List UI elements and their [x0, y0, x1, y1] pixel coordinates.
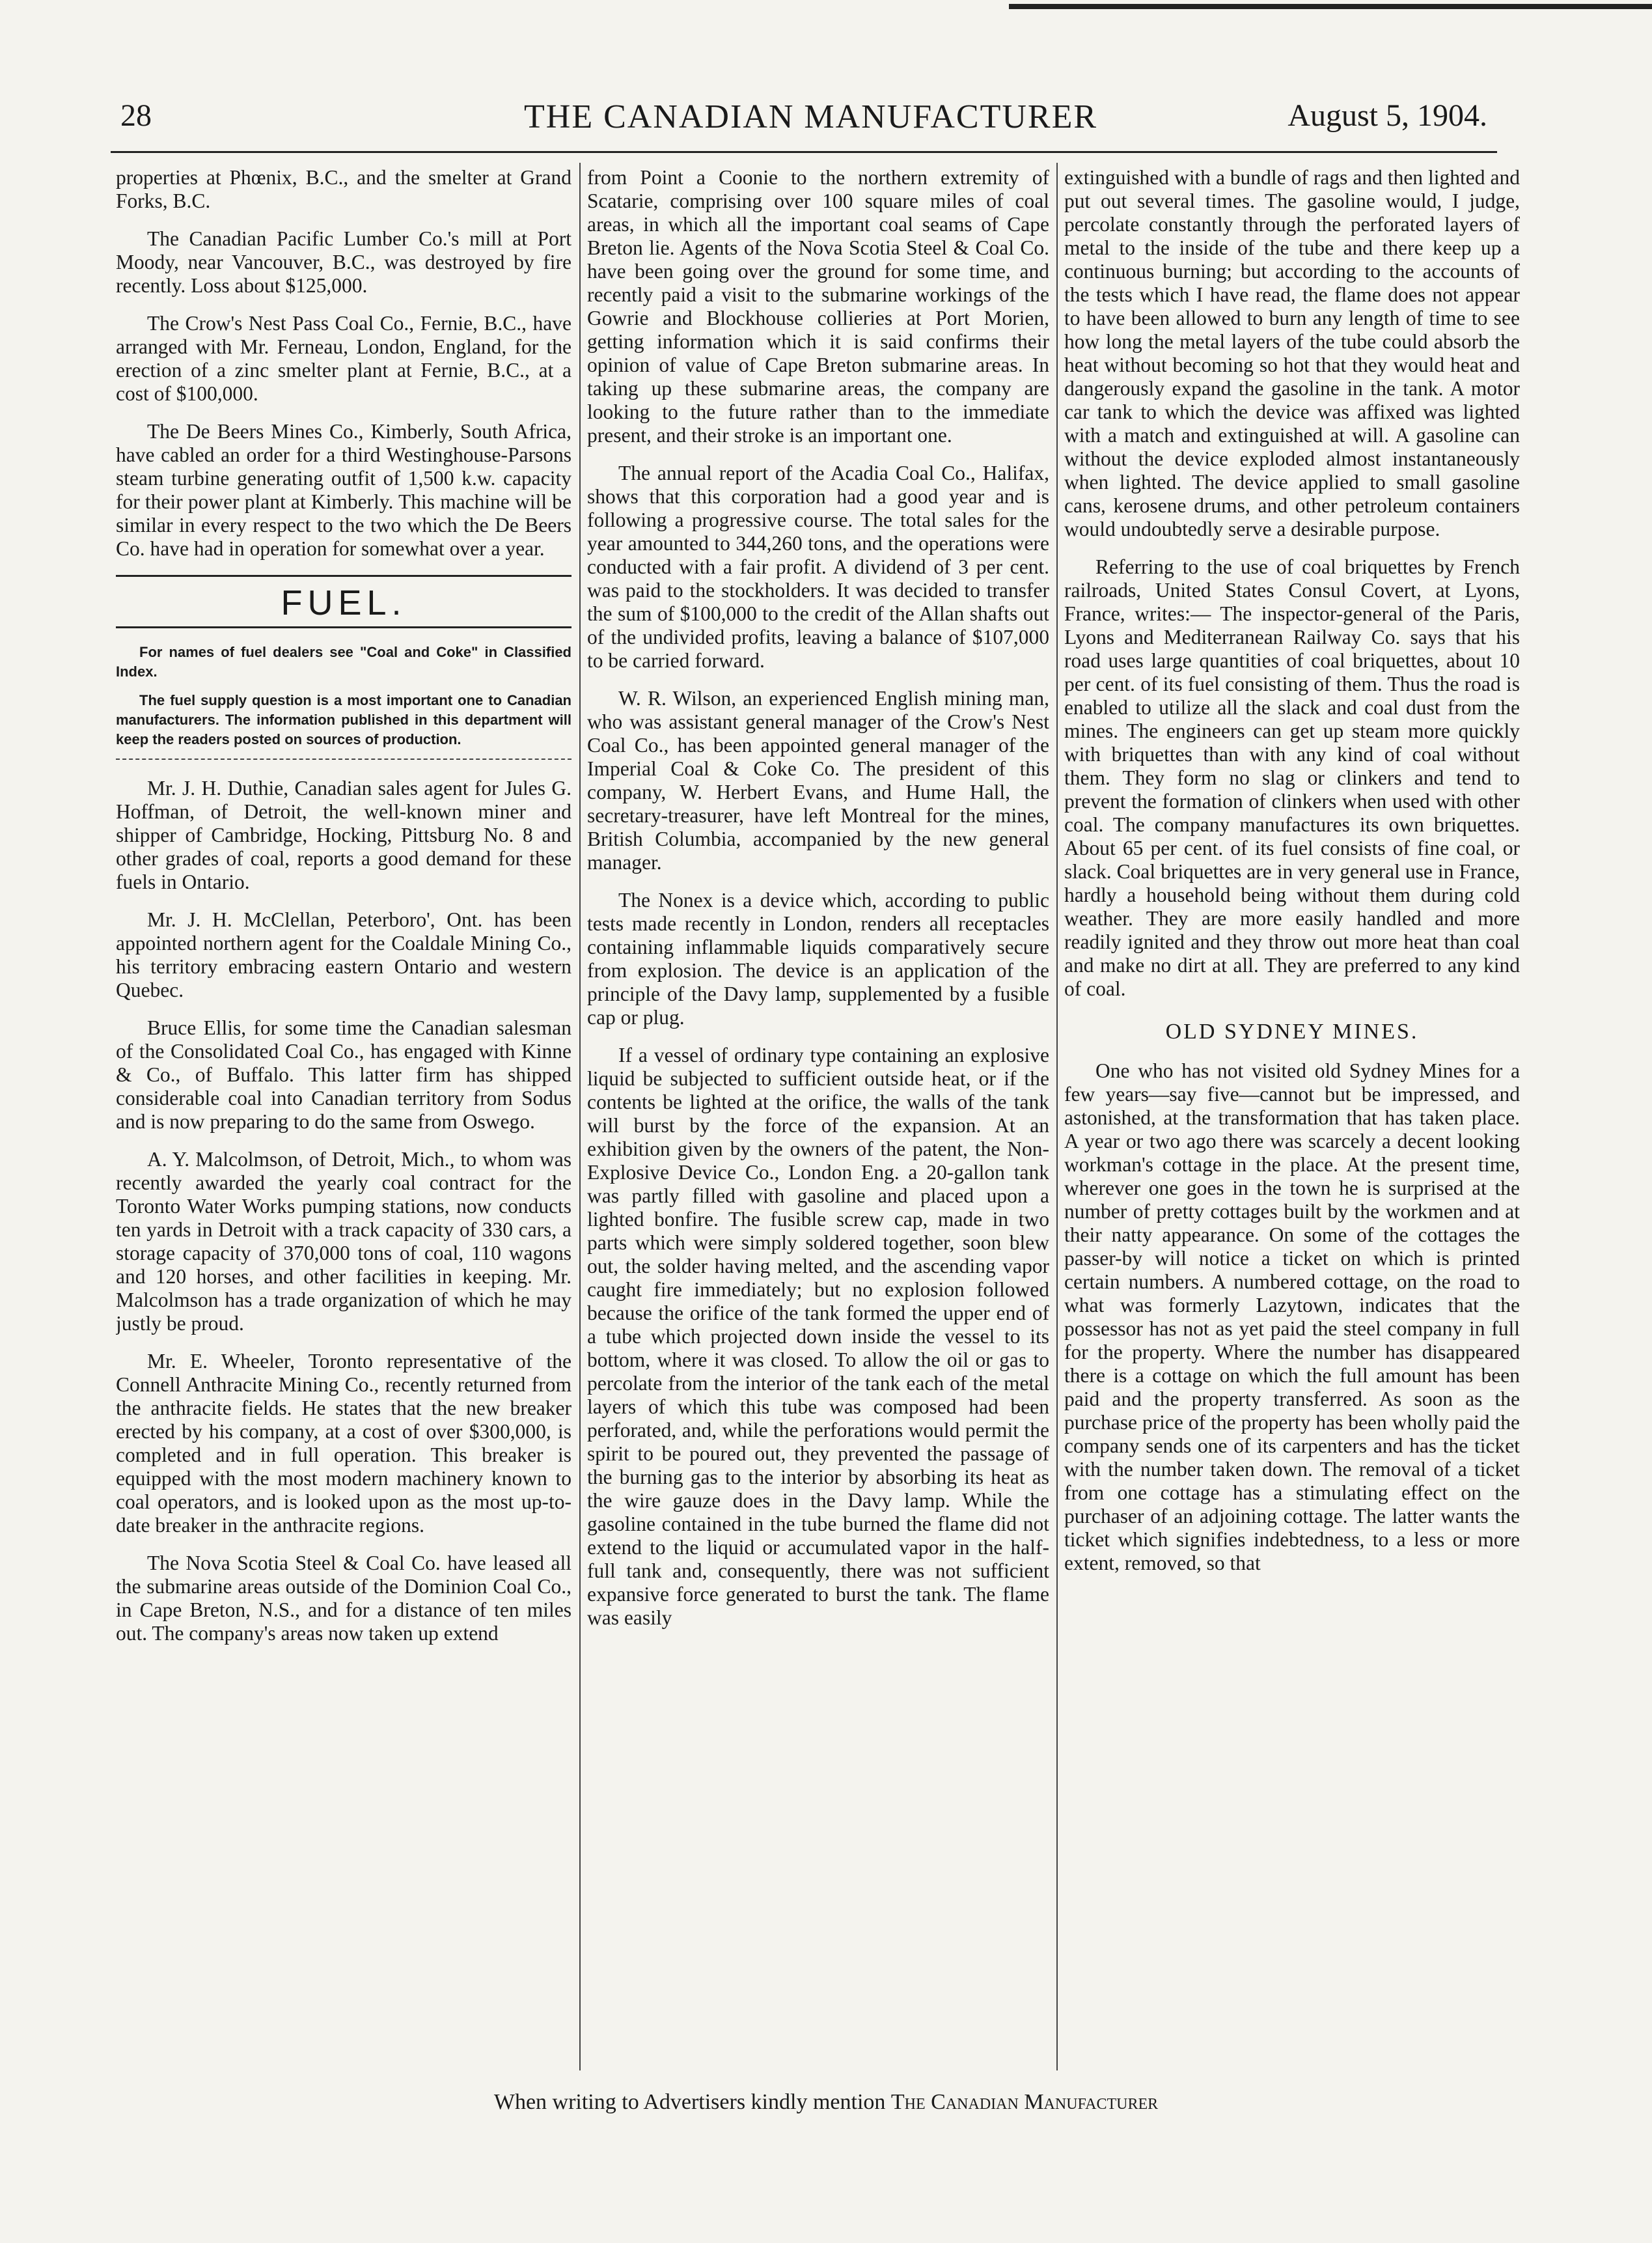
- column-divider-1: [579, 163, 581, 2070]
- paragraph: Mr. J. H. McClellan, Peterboro', Ont. has been appointed northern agent for the Coaldale Mining Co., his territory embracing eastern Ontario and western Quebec.: [116, 908, 571, 1001]
- paragraph: The annual report of the Acadia Coal Co., Halifax, shows that this corporation had a good year and is following a progressive course. The total sales for the year amounted to 344,260 tons, and the operations were conducted with a fair profit. A dividend of 3 per cent. was paid to the stockholders. It was decided to transfer the sum of $100,000 to the credit of the Allan shafts out of the undivided profits, leaving a balance of $107,000 to be carried forward.: [587, 462, 1049, 672]
- paragraph: The Canadian Pacific Lumber Co.'s mill at Port Moody, near Vancouver, B.C., was destroyed by fire recently. Loss about $125,000.: [116, 227, 571, 297]
- column-3: [1064, 166, 1520, 2074]
- paragraph: extinguished with a bundle of rags and then lighted and put out several times. The gasoline would, I judge, percolate constantly through the perforated layers of metal to the inside of the tube and there keep up a continuous burning; but according to the accounts of the tests which I have read, the flame does not appear to have been allowed to burn any length of time to see how long the metal layers of the tube could absorb the heat without becoming so hot that they would heat and dangerously expand the gasoline in the tank. A motor car tank to which the device was affixed was lighted with a match and extinguished at will. A gasoline can without the device exploded almost instantaneously when lighted. The device applied to small gasoline cans, kerosene drums, and other petroleum containers would undoubtedly serve a desirable purpose.: [1064, 166, 1520, 540]
- section-heading-fuel: FUEL.: [281, 583, 407, 622]
- top-edge-rule: [1009, 4, 1652, 9]
- dashed-divider: [116, 759, 571, 760]
- paragraph: The De Beers Mines Co., Kimberly, South Africa, have cabled an order for a third Westinghouse-Parsons steam turbine generating outfit of 1,500 k.w. capacity for their power plant at Kimberly. This machine will be similar in every respect to the two which the De Beers Co. have had in operation for somewhat over a year.: [116, 420, 571, 560]
- column-2: [587, 166, 1049, 2074]
- page-header: [120, 98, 1487, 143]
- paragraph: Mr. J. H. Duthie, Canadian sales agent for Jules G. Hoffman, of Detroit, the well-known miner and shipper of Cambridge, Hocking, Pittsburg No. 8 and other grades of coal, reports a good demand for these fuels in Ontario.: [116, 777, 571, 893]
- paragraph: The Nova Scotia Steel & Coal Co. have leased all the submarine areas outside of the Dominion Coal Co., in Cape Breton, N.S., and for a distance of ten miles out. The company's areas now taken up extend: [116, 1552, 571, 1645]
- header-rule: [111, 151, 1497, 153]
- paragraph: W. R. Wilson, an experienced English mining man, who was assistant general manager of the Crow's Nest Coal Co., has been appointed general manager of the Imperial Coal & Coke Co. The president of this company, W. Herbert Evans, and Hume Hall, the secretary-treasurer, have left Montreal for the mines, British Columbia, accompanied by the new general manager.: [587, 687, 1049, 874]
- paragraph: The Crow's Nest Pass Coal Co., Fernie, B.C., have arranged with Mr. Ferneau, London, England, for the erection of a zinc smelter plant at Fernie, B.C., at a cost of $100,000.: [116, 312, 571, 405]
- footer-publication: The Canadian Manufacturer: [890, 2090, 1159, 2114]
- paragraph: One who has not visited old Sydney Mines for a few years—say five—cannot but be impressed, and astonished, at the transformation that has taken place. A year or two ago there was scarcely a decent looking workman's cottage in the place. At the present time, wherever one goes in the town he is surprised at the number of pretty cottages built by the workmen and at their natty appearance. On some of the cottages the passer-by will notice a ticket on which is printed certain numbers. A numbered cottage, on the road to what was formerly Lazytown, indicates that the possessor has not as yet paid the steel company in full for the property. Where the number has disappeared there is a cottage on which the full amount has been paid and the property transferred. As soon as the purchase price of the property has been wholly paid the company sends one of its carpenters and has the ticket with the number taken down. The removal of a ticket from one cottage has a stimulating effect on the purchaser of an adjoining cottage. The latter wants the ticket which signifies indebtedness, to a less or more extent, removed, so that: [1064, 1059, 1520, 1574]
- page-footer: [0, 2090, 1652, 2115]
- column-divider-2: [1056, 163, 1058, 2070]
- paragraph: Referring to the use of coal briquettes by French railroads, United States Consul Covert, at Lyons, France, writes:— The inspector-general of the Paris, Lyons and Mediterranean Railway Co. says that his road uses large quantities of coal briquettes, about 10 per cent. of its fuel consisting of them. Thus the road is enabled to utilize all the slack and coal dust from the mines. The engineers can get up steam more quickly with briquettes than with any kind of coal without them. They form no slag or clinkers and tend to prevent the formation of clinkers when used with other coal. The company manufactures its own briquettes. About 65 per cent. of its fuel consists of fine coal, or slack. Coal briquettes are in very general use in France, hardly a household being without them during cold weather. They are more easily handled and more readily ignited and they throw out more heat than coal and make no dirt at all. They are preferred to any kind of coal.: [1064, 555, 1520, 1000]
- section-rule: [116, 626, 571, 628]
- paragraph: A. Y. Malcolmson, of Detroit, Mich., to whom was recently awarded the yearly coal contract for the Toronto Water Works pumping stations, now conducts ten yards in Detroit with a track capacity of 330 cars, a storage capacity of 370,000 tons of coal, 110 wagons and 120 horses, and other facilities in keeping. Mr. Malcolmson has a trade organization of which he may justly be proud.: [116, 1148, 571, 1335]
- page-number: 28: [120, 98, 152, 133]
- section-heading-old-sydney-mines: OLD SYDNEY MINES.: [1165, 1020, 1419, 1044]
- paragraph: If a vessel of ordinary type containing an explosive liquid be subjected to sufficient outside heat, or if the contents be lighted at the orifice, the walls of the tank will burst by the force of the expansion. At an exhibition given by the owners of the patent, the Non-Explosive Device Co., London Eng. a 20-gallon tank was partly filled with gasoline and placed upon a lighted bonfire. The fusible screw cap, made in two parts which were simply soldered together, soon blew out, the solder having melted, and the ascending vapor caught fire immediately; but no explosion followed because the orifice of the tank formed the upper end of a tube which projected down inside the vessel to its bottom, where it was closed. To allow the oil or gas to percolate from the interior of the tank each of the metal layers of which this tube was composed had been perforated, and, while the perforations would permit the spirit to be poured out, they prevented the passage of the burning gas to the interior by absorbing its heat as the wire gauze does in the Davy lamp. While the gasoline contained in the tube burned the flame did not extend to the liquid or accumulated vapor in the half-full tank and, consequently, there was not sufficient expansive force generated to burst the tank. The flame was easily: [587, 1044, 1049, 1629]
- paragraph: Bruce Ellis, for some time the Canadian salesman of the Consolidated Coal Co., has engaged with Kinne & Co., of Buffalo. This latter firm has shipped considerable coal into Canadian territory from Sodus and is now preparing to do the same from Oswego.: [116, 1016, 571, 1133]
- fuel-note: The fuel supply question is a most important one to Canadian manufacturers. The information published in this department will keep the readers posted on sources of production.: [116, 692, 571, 747]
- paragraph: from Point a Coonie to the northern extremity of Scatarie, comprising over 100 square miles of coal areas, in which all the important coal seams of Cape Breton lie. Agents of the Nova Scotia Steel & Coal Co. have been going over the ground for some time, and recently paid a visit to the submarine workings of the Gowrie and Blockhouse collieries at Port Morien, getting information which it is said confirms their opinion of value of Cape Breton submarine areas. In taking up these submarine areas, the company are looking to the future rather than to the immediate present, and their stroke is an important one.: [587, 166, 1049, 447]
- fuel-note: For names of fuel dealers see "Coal and Coke" in Classified Index.: [116, 644, 571, 680]
- column-1: [116, 166, 571, 2074]
- footer-text: When writing to Advertisers kindly mention: [493, 2090, 886, 2114]
- issue-date: August 5, 1904.: [1287, 98, 1487, 133]
- publication-title: THE CANADIAN MANUFACTURER: [524, 98, 1098, 135]
- paragraph: The Nonex is a device which, according to public tests made recently in London, renders all receptacles containing inflammable liquids comparatively secure from explosion. The device is an application of the principle of the Davy lamp, supplemented by a fusible cap or plug.: [587, 889, 1049, 1029]
- paragraph: properties at Phœnix, B.C., and the smelter at Grand Forks, B.C.: [116, 166, 571, 212]
- paragraph: Mr. E. Wheeler, Toronto representative of the Connell Anthracite Mining Co., recently returned from the anthracite fields. He states that the new breaker erected by his company, at a cost of over $300,000, is completed and in full operation. This breaker is equipped with the most modern machinery known to coal operators, and is looked upon as the most up-to-date breaker in the anthracite regions.: [116, 1350, 571, 1537]
- section-rule: [116, 575, 571, 577]
